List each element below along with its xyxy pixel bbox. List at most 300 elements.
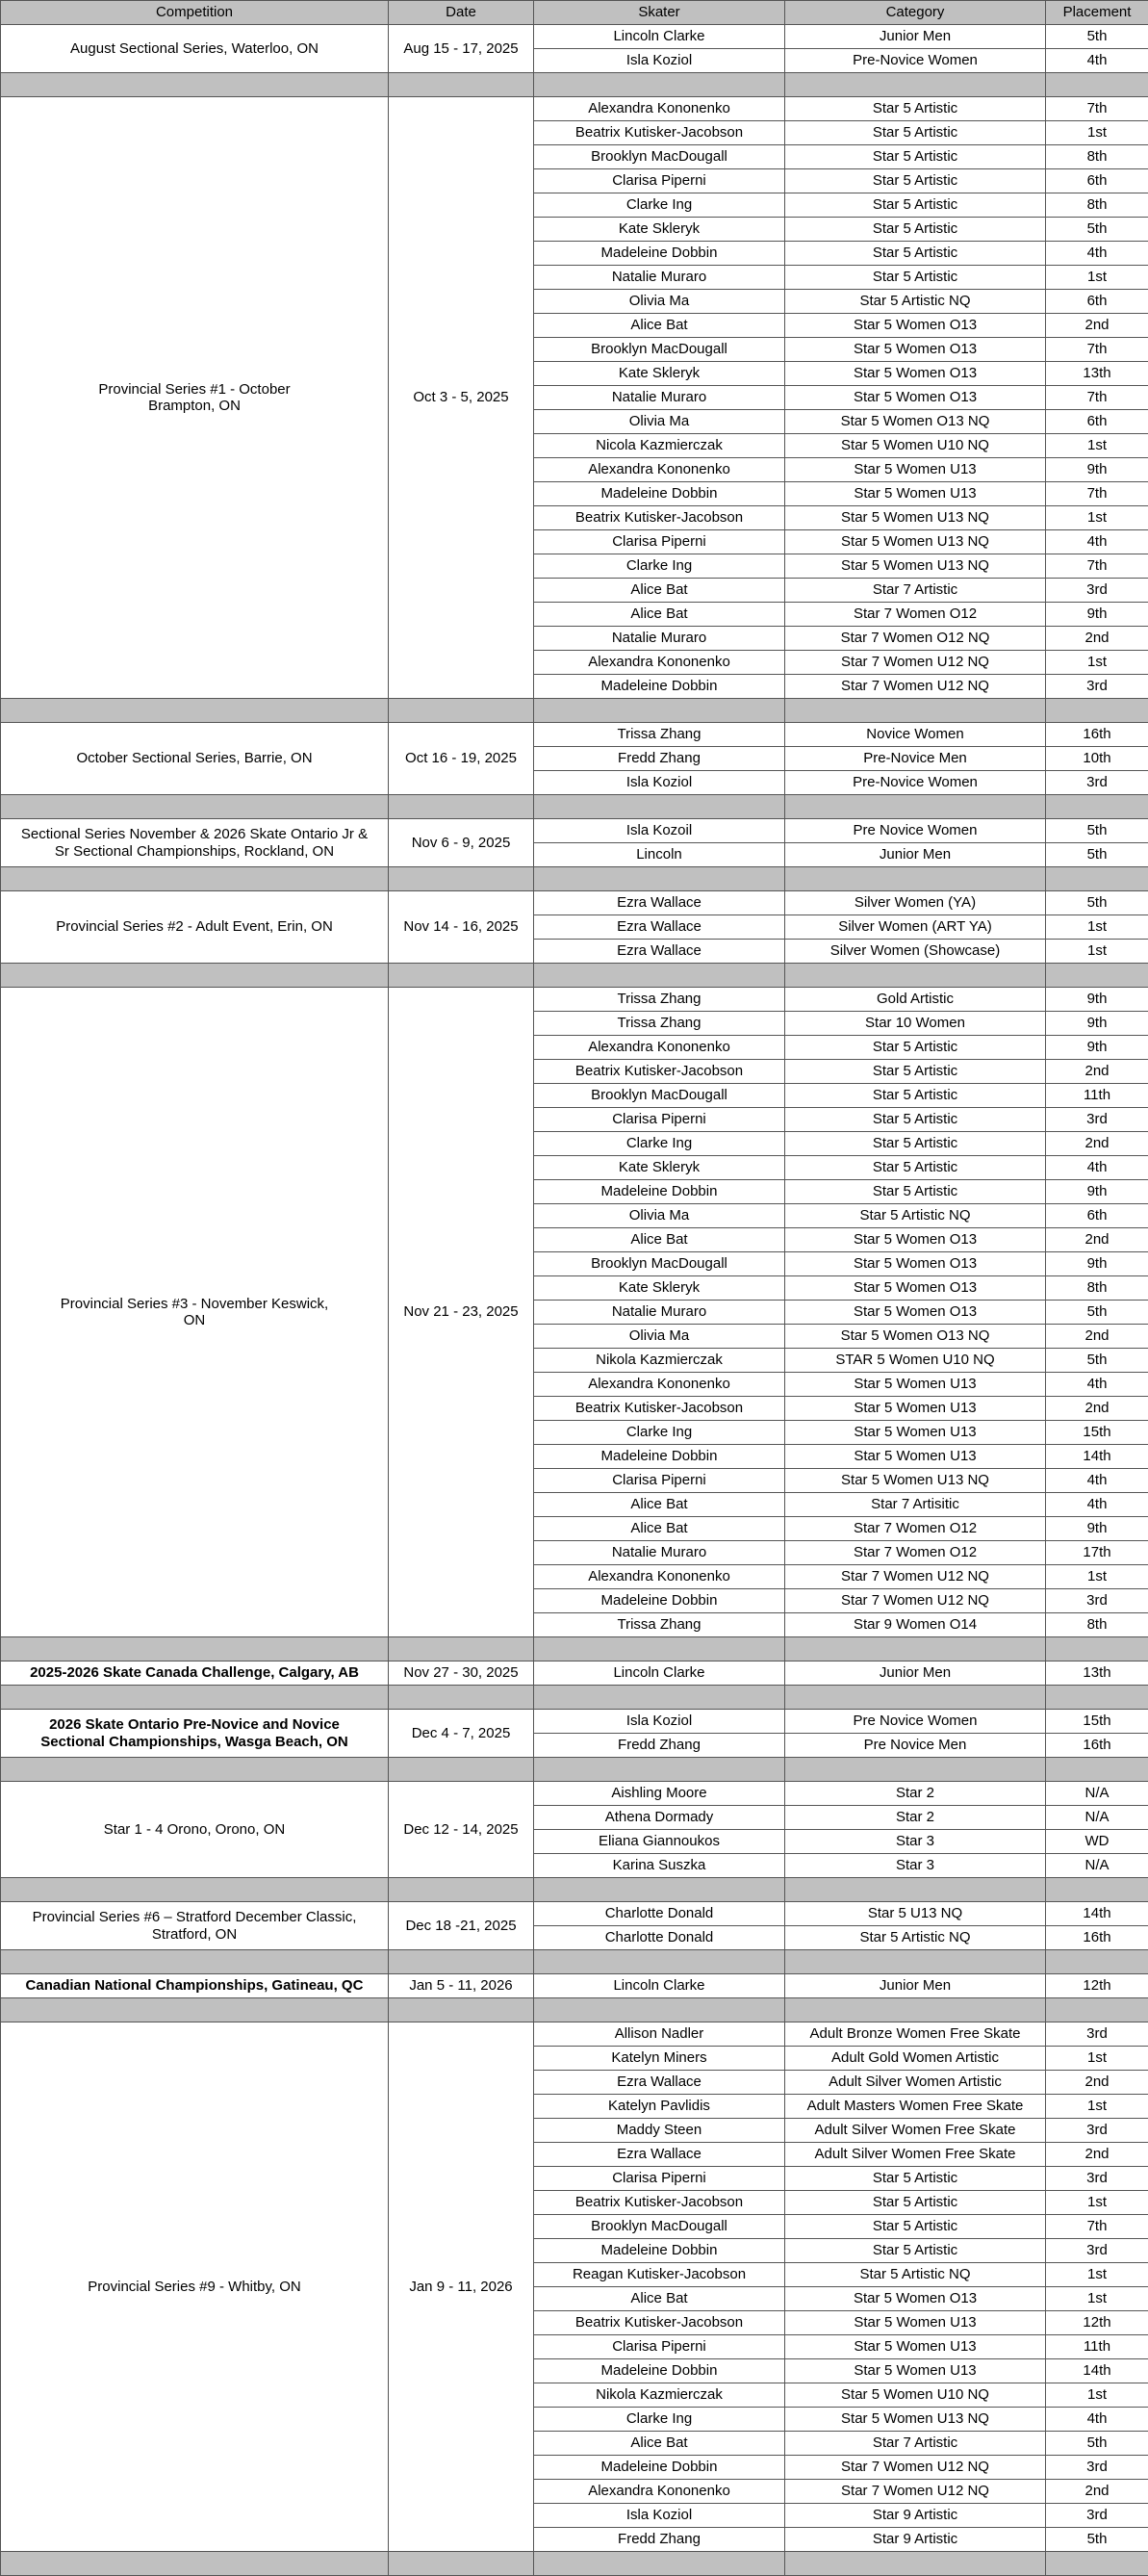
category-cell: Star 7 Women O12 NQ — [785, 627, 1046, 651]
result-row — [1, 891, 1148, 915]
skater-cell: Madeleine Dobbin — [534, 675, 785, 699]
skater-cell: Natalie Muraro — [534, 386, 785, 410]
category-cell: Star 7 Women O12 — [785, 1517, 1046, 1541]
category-cell: Star 5 Artistic — [785, 169, 1046, 193]
placement-cell: 2nd — [1046, 1132, 1148, 1156]
separator-row — [1, 2552, 1148, 2576]
competition-cell — [1, 25, 389, 73]
separator-row — [1, 1950, 1148, 1974]
separator-cell — [1, 1950, 389, 1974]
placement-cell: 6th — [1046, 1204, 1148, 1228]
category-cell: Star 5 Artistic — [785, 242, 1046, 266]
competition-date: Dec 12 - 14, 2025 — [389, 1782, 534, 1878]
placement-cell: 9th — [1046, 1012, 1148, 1036]
placement-cell: 1st — [1046, 2287, 1148, 2311]
result-row — [1, 1782, 1148, 1806]
separator-cell — [534, 1950, 785, 1974]
category-cell: Adult Bronze Women Free Skate — [785, 2022, 1046, 2047]
competition-date: Aug 15 - 17, 2025 — [389, 25, 534, 73]
header-date: Date — [389, 1, 534, 25]
separator-row — [1, 964, 1148, 988]
category-cell: Star 5 Artistic — [785, 1060, 1046, 1084]
skater-cell: Ezra Wallace — [534, 2071, 785, 2095]
skater-cell: Isla Koziol — [534, 1710, 785, 1734]
placement-cell: 1st — [1046, 506, 1148, 530]
category-cell: Silver Women (YA) — [785, 891, 1046, 915]
placement-cell: 16th — [1046, 723, 1148, 747]
separator-cell — [389, 1950, 534, 1974]
skater-cell: Brooklyn MacDougall — [534, 1252, 785, 1276]
skater-cell: Lincoln Clarke — [534, 1974, 785, 1998]
result-row — [1, 2022, 1148, 2047]
skater-cell: Maddy Steen — [534, 2119, 785, 2143]
separator-cell — [534, 795, 785, 819]
category-cell: Star 5 Artistic — [785, 97, 1046, 121]
skater-cell: Beatrix Kutisker-Jacobson — [534, 506, 785, 530]
category-cell: Adult Silver Women Free Skate — [785, 2143, 1046, 2167]
header-row — [1, 1, 1148, 25]
skater-cell: Natalie Muraro — [534, 1541, 785, 1565]
category-cell: Star 5 Women O13 — [785, 362, 1046, 386]
competition-date: Dec 4 - 7, 2025 — [389, 1710, 534, 1758]
skater-cell: Fredd Zhang — [534, 1734, 785, 1758]
skater-cell: Isla Koziol — [534, 2504, 785, 2528]
competition-cell — [1, 819, 389, 867]
separator-cell — [534, 1998, 785, 2022]
competition-date: Oct 3 - 5, 2025 — [389, 97, 534, 699]
separator-row — [1, 1637, 1148, 1662]
separator-cell — [1046, 964, 1148, 988]
placement-cell: 9th — [1046, 1180, 1148, 1204]
skater-cell: Madeleine Dobbin — [534, 1445, 785, 1469]
category-cell: Star 5 Artistic NQ — [785, 290, 1046, 314]
placement-cell: 8th — [1046, 193, 1148, 218]
separator-cell — [1046, 1950, 1148, 1974]
skater-cell: Charlotte Donald — [534, 1902, 785, 1926]
competition-cell — [1, 1974, 389, 1998]
placement-cell: 7th — [1046, 554, 1148, 579]
category-cell: Pre Novice Men — [785, 1734, 1046, 1758]
skater-cell: Beatrix Kutisker-Jacobson — [534, 2311, 785, 2335]
separator-cell — [534, 1637, 785, 1662]
separator-cell — [389, 1637, 534, 1662]
placement-cell: 8th — [1046, 1276, 1148, 1301]
category-cell: Star 5 Women U13 — [785, 482, 1046, 506]
skater-cell: Olivia Ma — [534, 290, 785, 314]
placement-cell: 7th — [1046, 2215, 1148, 2239]
category-cell: Star 7 Women U12 NQ — [785, 1565, 1046, 1589]
placement-cell: 1st — [1046, 651, 1148, 675]
header-skater: Skater — [534, 1, 785, 25]
placement-cell: 8th — [1046, 145, 1148, 169]
separator-cell — [1, 1998, 389, 2022]
skater-cell: Brooklyn MacDougall — [534, 2215, 785, 2239]
category-cell: Star 5 Artistic — [785, 2191, 1046, 2215]
separator-cell — [534, 73, 785, 97]
placement-cell: 11th — [1046, 1084, 1148, 1108]
placement-cell: 3rd — [1046, 1108, 1148, 1132]
placement-cell: 14th — [1046, 1445, 1148, 1469]
skater-cell: Clarisa Piperni — [534, 169, 785, 193]
result-row — [1, 1662, 1148, 1686]
separator-cell — [1, 867, 389, 891]
skater-cell: Madeleine Dobbin — [534, 2456, 785, 2480]
category-cell: Star 5 Women O13 — [785, 314, 1046, 338]
placement-cell: 3rd — [1046, 2456, 1148, 2480]
competition-date: Nov 21 - 23, 2025 — [389, 988, 534, 1637]
result-row — [1, 819, 1148, 843]
skater-cell: Natalie Muraro — [534, 1301, 785, 1325]
category-cell: Star 5 Women O13 NQ — [785, 1325, 1046, 1349]
category-cell: Star 5 Artistic NQ — [785, 1204, 1046, 1228]
category-cell: Star 5 Women U13 — [785, 2311, 1046, 2335]
skater-cell: Madeleine Dobbin — [534, 482, 785, 506]
separator-row — [1, 867, 1148, 891]
skater-cell: Alexandra Kononenko — [534, 458, 785, 482]
skater-cell: Ezra Wallace — [534, 891, 785, 915]
skater-cell: Clarisa Piperni — [534, 2335, 785, 2359]
separator-cell — [1046, 1878, 1148, 1902]
category-cell: Star 9 Women O14 — [785, 1613, 1046, 1637]
competition-name-line: 2026 Skate Ontario Pre-Novice and Novice — [49, 1716, 340, 1734]
skater-cell: Clarke Ing — [534, 1421, 785, 1445]
skater-cell: Madeleine Dobbin — [534, 1180, 785, 1204]
skater-cell: Clarke Ing — [534, 2408, 785, 2432]
skater-cell: Alice Bat — [534, 2287, 785, 2311]
separator-cell — [1, 1686, 389, 1710]
separator-cell — [1, 964, 389, 988]
category-cell: Star 7 Women U12 NQ — [785, 651, 1046, 675]
skater-cell: Brooklyn MacDougall — [534, 338, 785, 362]
placement-cell: 1st — [1046, 434, 1148, 458]
separator-cell — [1046, 1686, 1148, 1710]
skater-cell: Fredd Zhang — [534, 2528, 785, 2552]
category-cell: Star 9 Artistic — [785, 2528, 1046, 2552]
placement-cell: 3rd — [1046, 2167, 1148, 2191]
separator-cell — [534, 867, 785, 891]
category-cell: Star 5 Women O13 — [785, 386, 1046, 410]
category-cell: Silver Women (ART YA) — [785, 915, 1046, 940]
skater-cell: Alice Bat — [534, 2432, 785, 2456]
skater-cell: Clarisa Piperni — [534, 530, 785, 554]
placement-cell: 1st — [1046, 121, 1148, 145]
competition-cell — [1, 723, 389, 795]
competition-cell — [1, 1782, 389, 1878]
category-cell: Star 5 Artistic — [785, 218, 1046, 242]
placement-cell: 1st — [1046, 1565, 1148, 1589]
category-cell: Star 7 Women U12 NQ — [785, 2456, 1046, 2480]
category-cell: Star 5 Artistic — [785, 1036, 1046, 1060]
category-cell: Star 2 — [785, 1806, 1046, 1830]
separator-cell — [389, 1998, 534, 2022]
placement-cell: 2nd — [1046, 1397, 1148, 1421]
skater-cell: Alice Bat — [534, 1493, 785, 1517]
separator-cell — [1046, 2552, 1148, 2576]
skater-cell: Isla Koziol — [534, 771, 785, 795]
separator-cell — [785, 1637, 1046, 1662]
skater-cell: Kate Skleryk — [534, 218, 785, 242]
skater-cell: Nicola Kazmierczak — [534, 434, 785, 458]
category-cell: Junior Men — [785, 1662, 1046, 1686]
header-competition: Competition — [1, 1, 389, 25]
placement-cell: 4th — [1046, 2408, 1148, 2432]
placement-cell: 15th — [1046, 1710, 1148, 1734]
placement-cell: 4th — [1046, 1493, 1148, 1517]
skater-cell: Alice Bat — [534, 1517, 785, 1541]
result-row — [1, 97, 1148, 121]
placement-cell: WD — [1046, 1830, 1148, 1854]
skater-cell: Eliana Giannoukos — [534, 1830, 785, 1854]
skater-cell: Alexandra Kononenko — [534, 2480, 785, 2504]
separator-cell — [785, 699, 1046, 723]
category-cell: Star 5 Artistic NQ — [785, 2263, 1046, 2287]
placement-cell: 9th — [1046, 1517, 1148, 1541]
placement-cell: 16th — [1046, 1926, 1148, 1950]
separator-cell — [534, 964, 785, 988]
separator-cell — [389, 699, 534, 723]
skater-cell: Alexandra Kononenko — [534, 651, 785, 675]
placement-cell: 14th — [1046, 2359, 1148, 2383]
competition-name-line: ON — [183, 1312, 206, 1328]
placement-cell: 1st — [1046, 2383, 1148, 2408]
category-cell: Pre-Novice Women — [785, 49, 1046, 73]
separator-cell — [389, 2552, 534, 2576]
placement-cell: 1st — [1046, 2095, 1148, 2119]
category-cell: Star 9 Artistic — [785, 2504, 1046, 2528]
skater-cell: Alexandra Kononenko — [534, 1565, 785, 1589]
separator-cell — [1, 1637, 389, 1662]
category-cell: Star 5 Artistic — [785, 193, 1046, 218]
skater-cell: Clarisa Piperni — [534, 1108, 785, 1132]
competition-name-line: Brampton, ON — [148, 398, 241, 414]
separator-cell — [785, 2552, 1046, 2576]
category-cell: Star 7 Artistic — [785, 2432, 1046, 2456]
separator-cell — [389, 1686, 534, 1710]
competition-date: Dec 18 -21, 2025 — [389, 1902, 534, 1950]
separator-cell — [1046, 1758, 1148, 1782]
placement-cell: 7th — [1046, 338, 1148, 362]
placement-cell: 9th — [1046, 1252, 1148, 1276]
separator-cell — [534, 1758, 785, 1782]
skater-cell: Karina Suszka — [534, 1854, 785, 1878]
competition-name-line: Sectional Championships, Wasga Beach, ON — [40, 1733, 348, 1750]
skater-cell: Clarisa Piperni — [534, 2167, 785, 2191]
skater-cell: Nikola Kazmierczak — [534, 1349, 785, 1373]
separator-cell — [1, 699, 389, 723]
separator-cell — [785, 73, 1046, 97]
category-cell: Adult Gold Women Artistic — [785, 2047, 1046, 2071]
competition-name-line: Provincial Series #3 - November Keswick, — [60, 1295, 329, 1312]
category-cell: Star 2 — [785, 1782, 1046, 1806]
separator-cell — [389, 1878, 534, 1902]
category-cell: Pre-Novice Women — [785, 771, 1046, 795]
separator-cell — [785, 1998, 1046, 2022]
header-placement: Placement — [1046, 1, 1148, 25]
placement-cell: 5th — [1046, 843, 1148, 867]
skater-cell: Olivia Ma — [534, 1204, 785, 1228]
placement-cell: 7th — [1046, 482, 1148, 506]
placement-cell: N/A — [1046, 1782, 1148, 1806]
placement-cell: 3rd — [1046, 771, 1148, 795]
category-cell: Star 5 Women O13 — [785, 2287, 1046, 2311]
category-cell: Star 7 Artistic — [785, 579, 1046, 603]
skater-cell: Ezra Wallace — [534, 940, 785, 964]
placement-cell: 1st — [1046, 940, 1148, 964]
skater-cell: Beatrix Kutisker-Jacobson — [534, 2191, 785, 2215]
skater-cell: Olivia Ma — [534, 410, 785, 434]
skater-cell: Kate Skleryk — [534, 1276, 785, 1301]
category-cell: Star 5 Women O13 — [785, 1252, 1046, 1276]
separator-row — [1, 795, 1148, 819]
skater-cell: Isla Kozoil — [534, 819, 785, 843]
separator-row — [1, 1878, 1148, 1902]
placement-cell: 5th — [1046, 2432, 1148, 2456]
placement-cell: 2nd — [1046, 1060, 1148, 1084]
separator-cell — [1046, 1637, 1148, 1662]
category-cell: Star 5 Artistic — [785, 2167, 1046, 2191]
placement-cell: 2nd — [1046, 314, 1148, 338]
placement-cell: 4th — [1046, 530, 1148, 554]
category-cell: Star 5 Artistic — [785, 121, 1046, 145]
skater-cell: Trissa Zhang — [534, 723, 785, 747]
category-cell: Junior Men — [785, 1974, 1046, 1998]
placement-cell: 4th — [1046, 242, 1148, 266]
competition-cell — [1, 1710, 389, 1758]
placement-cell: 4th — [1046, 49, 1148, 73]
skater-cell: Alexandra Kononenko — [534, 1036, 785, 1060]
competition-name-line: Stratford, ON — [151, 1925, 238, 1943]
category-cell: Star 5 Women U13 NQ — [785, 1469, 1046, 1493]
separator-cell — [1046, 795, 1148, 819]
competition-date: Jan 5 - 11, 2026 — [389, 1974, 534, 1998]
category-cell: Pre Novice Women — [785, 819, 1046, 843]
separator-cell — [1, 2552, 389, 2576]
skater-cell: Beatrix Kutisker-Jacobson — [534, 1397, 785, 1421]
separator-cell — [1, 795, 389, 819]
competition-name-line: Provincial Series #6 – Stratford December Classic, — [32, 1909, 357, 1926]
competition-date: Jan 9 - 11, 2026 — [389, 2022, 534, 2552]
placement-cell: 15th — [1046, 1421, 1148, 1445]
placement-cell: 7th — [1046, 386, 1148, 410]
placement-cell: 2nd — [1046, 1325, 1148, 1349]
category-cell: Star 5 Women U13 — [785, 1421, 1046, 1445]
separator-row — [1, 699, 1148, 723]
category-cell: STAR 5 Women U10 NQ — [785, 1349, 1046, 1373]
skater-cell: Clarisa Piperni — [534, 1469, 785, 1493]
category-cell: Star 7 Women O12 — [785, 1541, 1046, 1565]
placement-cell: 5th — [1046, 891, 1148, 915]
category-cell: Star 7 Women U12 NQ — [785, 1589, 1046, 1613]
header-category: Category — [785, 1, 1046, 25]
skater-cell: Madeleine Dobbin — [534, 1589, 785, 1613]
competition-name-line: Provincial Series #1 - October — [98, 380, 291, 398]
placement-cell: 6th — [1046, 290, 1148, 314]
competition-cell — [1, 2022, 389, 2552]
category-cell: Star 5 Women U13 NQ — [785, 554, 1046, 579]
skater-cell: Brooklyn MacDougall — [534, 1084, 785, 1108]
skater-cell: Allison Nadler — [534, 2022, 785, 2047]
skater-cell: Trissa Zhang — [534, 988, 785, 1012]
competition-cell — [1, 988, 389, 1637]
placement-cell: 3rd — [1046, 2022, 1148, 2047]
skater-cell: Alice Bat — [534, 579, 785, 603]
competition-name-line: October Sectional Series, Barrie, ON — [76, 750, 313, 767]
separator-cell — [389, 73, 534, 97]
skater-cell: Madeleine Dobbin — [534, 242, 785, 266]
placement-cell: 12th — [1046, 1974, 1148, 1998]
category-cell: Novice Women — [785, 723, 1046, 747]
skater-cell: Trissa Zhang — [534, 1012, 785, 1036]
skater-cell: Natalie Muraro — [534, 627, 785, 651]
placement-cell: 5th — [1046, 1301, 1148, 1325]
competition-date: Oct 16 - 19, 2025 — [389, 723, 534, 795]
competition-name-line: Sr Sectional Championships, Rockland, ON — [54, 842, 335, 860]
separator-cell — [785, 964, 1046, 988]
placement-cell: 5th — [1046, 1349, 1148, 1373]
result-row — [1, 25, 1148, 49]
category-cell: Silver Women (Showcase) — [785, 940, 1046, 964]
category-cell: Junior Men — [785, 25, 1046, 49]
skater-cell: Lincoln Clarke — [534, 1662, 785, 1686]
skater-cell: Alice Bat — [534, 603, 785, 627]
category-cell: Star 5 Women U13 NQ — [785, 506, 1046, 530]
placement-cell: 2nd — [1046, 2143, 1148, 2167]
skater-cell: Aishling Moore — [534, 1782, 785, 1806]
separator-row — [1, 73, 1148, 97]
category-cell: Star 5 Women U13 — [785, 1445, 1046, 1469]
category-cell: Star 7 Women U12 NQ — [785, 2480, 1046, 2504]
category-cell: Star 7 Women O12 — [785, 603, 1046, 627]
placement-cell: 3rd — [1046, 579, 1148, 603]
placement-cell: 13th — [1046, 1662, 1148, 1686]
placement-cell: 9th — [1046, 1036, 1148, 1060]
skater-cell: Katelyn Miners — [534, 2047, 785, 2071]
separator-cell — [389, 795, 534, 819]
placement-cell: 9th — [1046, 988, 1148, 1012]
competition-cell — [1, 1902, 389, 1950]
placement-cell: 3rd — [1046, 1589, 1148, 1613]
separator-row — [1, 1686, 1148, 1710]
result-row — [1, 1710, 1148, 1734]
separator-row — [1, 1998, 1148, 2022]
competition-cell — [1, 1662, 389, 1686]
skater-cell: Alexandra Kononenko — [534, 1373, 785, 1397]
separator-cell — [534, 2552, 785, 2576]
category-cell: Star 5 Women O13 — [785, 1301, 1046, 1325]
category-cell: Star 5 Women U10 NQ — [785, 434, 1046, 458]
category-cell: Star 5 Artistic — [785, 1084, 1046, 1108]
result-row — [1, 1974, 1148, 1998]
category-cell: Star 5 Women O13 NQ — [785, 410, 1046, 434]
category-cell: Star 5 Artistic — [785, 1108, 1046, 1132]
skater-cell: Alice Bat — [534, 314, 785, 338]
placement-cell: 2nd — [1046, 627, 1148, 651]
separator-cell — [1, 1878, 389, 1902]
placement-cell: 6th — [1046, 410, 1148, 434]
competition-name-line: 2025-2026 Skate Canada Challenge, Calgary, AB — [30, 1664, 359, 1682]
placement-cell: 17th — [1046, 1541, 1148, 1565]
results-body — [1, 25, 1148, 2576]
competition-name-line: Sectional Series November & 2026 Skate Ontario Jr & — [20, 826, 369, 843]
competition-date: Nov 14 - 16, 2025 — [389, 891, 534, 964]
skater-cell: Alice Bat — [534, 1228, 785, 1252]
placement-cell: 5th — [1046, 218, 1148, 242]
category-cell: Star 5 Women U13 — [785, 1373, 1046, 1397]
placement-cell: N/A — [1046, 1854, 1148, 1878]
category-cell: Star 5 Women U13 NQ — [785, 2408, 1046, 2432]
skater-cell: Nikola Kazmierczak — [534, 2383, 785, 2408]
category-cell: Star 3 — [785, 1854, 1046, 1878]
